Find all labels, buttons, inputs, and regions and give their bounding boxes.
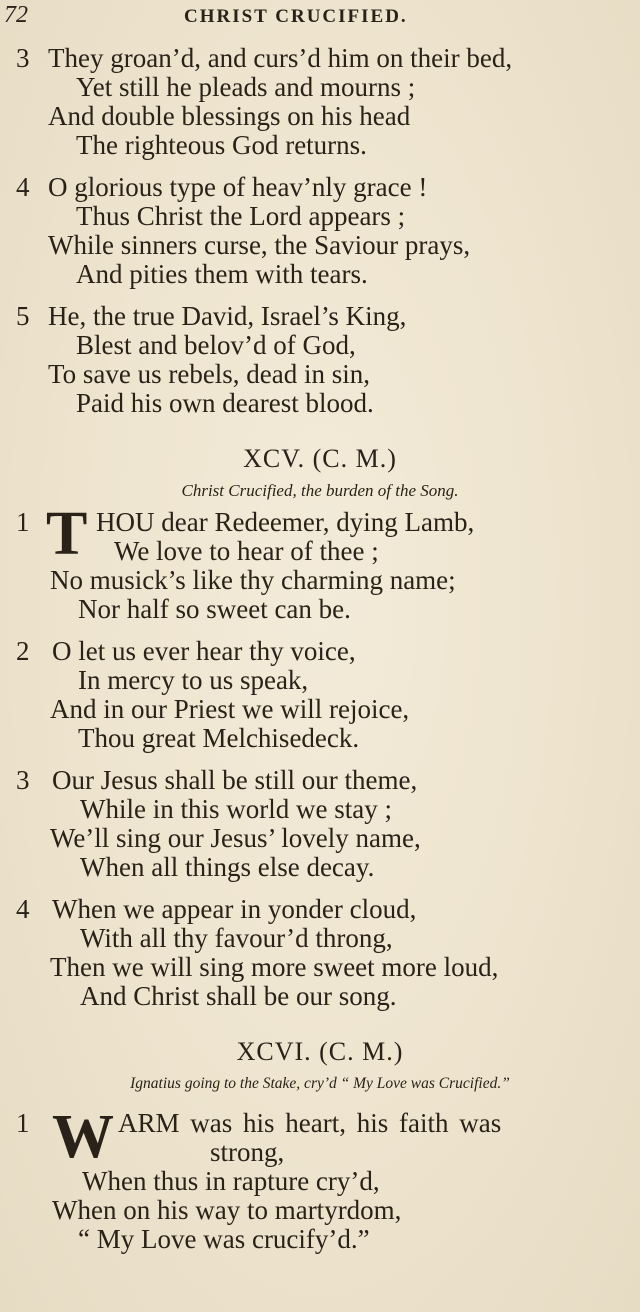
stanza-number: 4 <box>16 894 30 924</box>
verse-line: O glorious type of heav’nly grace ! <box>48 172 428 202</box>
verse-line: When all things else decay. <box>80 852 375 882</box>
verse-line: And in our Priest we will rejoice, <box>50 694 410 724</box>
stanza-4 <box>0 173 640 289</box>
verse-line: ARM was his heart, his faith was <box>118 1108 502 1138</box>
verse-line: When thus in rapture cry’d, <box>82 1166 380 1196</box>
stanza-number: 1 <box>16 507 30 537</box>
verse-line: Then we will sing more sweet more loud, <box>50 952 499 982</box>
verse-line: strong, <box>210 1137 285 1167</box>
verse-line: O let us ever hear thy voice, <box>52 636 356 666</box>
stanza-3 <box>0 44 640 160</box>
stanza-number: 3 <box>16 43 30 73</box>
verse-line: When on his way to martyrdom, <box>52 1195 402 1225</box>
verse-line: No musick’s like thy charming name; <box>50 565 456 595</box>
page-header <box>0 2 640 28</box>
verse-line: While in this world we stay ; <box>80 794 392 824</box>
verse-line: Thou great Melchisedeck. <box>78 723 360 753</box>
verse-line: HOU dear Redeemer, dying Lamb, <box>96 507 475 537</box>
hymn-subtitle: Christ Crucified, the burden of the Song. <box>181 481 459 500</box>
running-title: CHRIST CRUCIFIED. <box>184 6 408 27</box>
verse-line: And Christ shall be our song. <box>80 981 397 1011</box>
stanza-number: 5 <box>16 301 30 331</box>
verse-line: The righteous God returns. <box>76 130 367 160</box>
hymn-title: XCV. (C. M.) <box>243 444 397 473</box>
verse-line: Nor half so sweet can be. <box>78 594 351 624</box>
verse-line: Our Jesus shall be still our theme, <box>52 765 418 795</box>
verse-line: Yet still he pleads and mourns ; <box>76 72 416 102</box>
verse-line: “ My Love was crucify’d.” <box>78 1224 370 1254</box>
verse-line: To save us rebels, dead in sin, <box>48 359 371 389</box>
verse-line: We love to hear of thee ; <box>114 536 379 566</box>
verse-line: And double blessings on his head <box>48 101 411 131</box>
verse-line: While sinners curse, the Saviour prays, <box>48 230 471 260</box>
stanza-1 <box>0 1103 640 1254</box>
page-number: 72 <box>4 2 28 28</box>
verse-line: When we appear in yonder cloud, <box>52 894 417 924</box>
stanza-number: 1 <box>16 1108 30 1138</box>
hymn-subtitle: Ignatius going to the Stake, cry’d “ My Love was Crucified.” <box>130 1075 510 1092</box>
stanza-number: 4 <box>16 172 30 202</box>
verse-line: We’ll sing our Jesus’ lovely name, <box>50 823 421 853</box>
verse-line: They groan’d, and curs’d him on their bed, <box>48 43 513 73</box>
drop-cap: W <box>52 1103 114 1171</box>
stanza-5 <box>0 302 640 418</box>
stanza-1 <box>0 500 640 624</box>
stanza-3 <box>0 766 640 882</box>
verse-line: Paid his own dearest blood. <box>76 388 374 418</box>
verse-line: Thus Christ the Lord appears ; <box>76 201 406 231</box>
verse-line: With all thy favour’d throng, <box>80 923 393 953</box>
stanza-number: 2 <box>16 636 30 666</box>
page-content <box>0 44 640 1267</box>
hymn-title: XCVI. (C. M.) <box>236 1037 404 1066</box>
verse-line: He, the true David, Israel’s King, <box>48 301 407 331</box>
verse-line: And pities them with tears. <box>76 259 368 289</box>
stanza-number: 3 <box>16 765 30 795</box>
stanza-4 <box>0 895 640 1011</box>
stanza-2 <box>0 637 640 753</box>
verse-line: In mercy to us speak, <box>78 665 309 695</box>
verse-line: Blest and belov’d of God, <box>76 330 356 360</box>
drop-cap: T <box>46 500 88 568</box>
